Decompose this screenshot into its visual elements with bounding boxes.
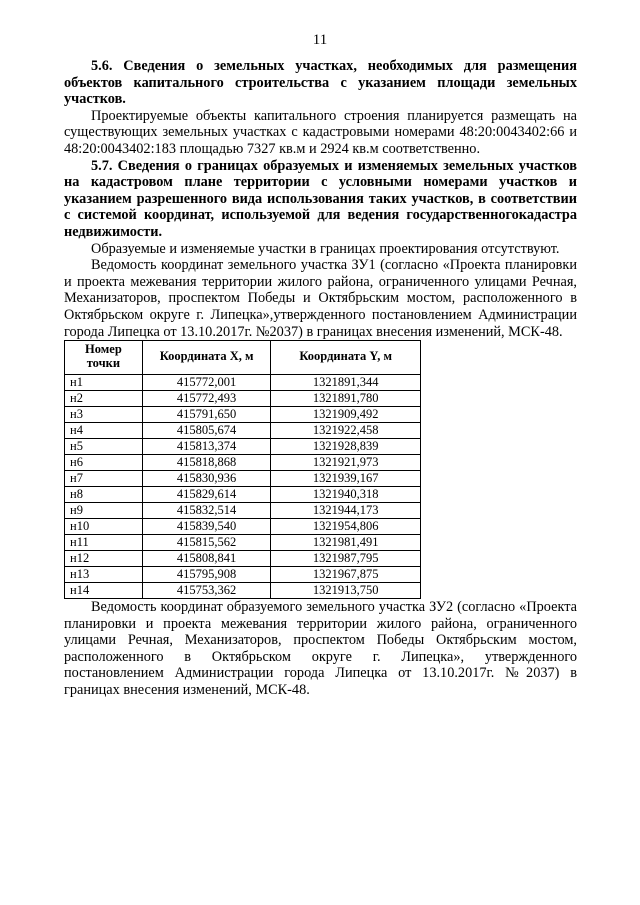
section-5-6-heading: 5.6. Сведения о земельных участках, необходимых для размещения объектов капитального строительства с указанием площади земельных участков. — [64, 58, 577, 108]
table-row — [65, 439, 421, 455]
cell-x: 415808,841 — [142, 551, 271, 567]
table-row — [65, 567, 421, 583]
cell-point: н12 — [65, 551, 143, 567]
page-number: 11 — [312, 32, 328, 48]
cell-point: н14 — [65, 583, 143, 599]
cell-point: н1 — [65, 375, 143, 391]
table-row — [65, 407, 421, 423]
header-x: Координата X, м — [142, 341, 271, 375]
header-point: Номер точки — [65, 341, 143, 375]
cell-y: 1321987,795 — [271, 551, 421, 567]
cell-x: 415839,540 — [142, 519, 271, 535]
cell-y: 1321909,492 — [271, 407, 421, 423]
cell-point: н7 — [65, 471, 143, 487]
cell-x: 415791,650 — [142, 407, 271, 423]
table-row — [65, 471, 421, 487]
cell-x: 415813,374 — [142, 439, 271, 455]
table-row — [65, 551, 421, 567]
table-row — [65, 487, 421, 503]
zu1-intro: Ведомость координат земельного участка ЗУ1 (согласно «Проекта планировки и проекта межевания территории жилого района, ограниченного улицами Речная, Механизаторов, проспектом Победы и Октябрьским мостом, расположенного в Октябрьском округе г. Липецка»,утвержденного постановлением Администрации города Липецка от 13.10.2017г. №2037) в границах внесения изменений, МСК-48. — [64, 257, 577, 340]
table-row — [65, 375, 421, 391]
cell-point: н6 — [65, 455, 143, 471]
cell-y: 1321913,750 — [271, 583, 421, 599]
cell-x: 415805,674 — [142, 423, 271, 439]
cell-point: н10 — [65, 519, 143, 535]
cell-y: 1321891,344 — [271, 375, 421, 391]
table-row — [65, 519, 421, 535]
table-row — [65, 423, 421, 439]
coordinates-table — [64, 340, 421, 599]
header-y: Координата Y, м — [271, 341, 421, 375]
cell-point: н5 — [65, 439, 143, 455]
cell-x: 415829,614 — [142, 487, 271, 503]
cell-x: 415795,908 — [142, 567, 271, 583]
cell-point: н3 — [65, 407, 143, 423]
cell-y: 1321921,973 — [271, 455, 421, 471]
cell-y: 1321891,780 — [271, 391, 421, 407]
cell-x: 415772,001 — [142, 375, 271, 391]
cell-point: н9 — [65, 503, 143, 519]
section-5-7-heading: 5.7. Сведения о границах образуемых и изменяемых земельных участков на кадастровом плане территории с условными номерами участков и указанием разрешенного вида использования таких участков, в соответствии с системой координат, используемой для ведения государственногокадастра недвижимости. — [64, 157, 577, 240]
cell-point: н11 — [65, 535, 143, 551]
table-row — [65, 455, 421, 471]
table-row — [65, 391, 421, 407]
cell-point: н8 — [65, 487, 143, 503]
cell-y: 1321928,839 — [271, 439, 421, 455]
section-5-6-body: Проектируемые объекты капитального строения планируется размещать на существующих земельных участках с кадастровыми номерами 48:20:0043402:66 и 48:20:0043402:183 площадью 7327 кв.м и 2924 кв.м соответственно. — [64, 107, 577, 157]
cell-y: 1321981,491 — [271, 535, 421, 551]
cell-x: 415753,362 — [142, 583, 271, 599]
cell-x: 415772,493 — [142, 391, 271, 407]
cell-point: н13 — [65, 567, 143, 583]
zu2-intro: Ведомость координат образуемого земельного участка ЗУ2 (согласно «Проекта планировки и проекта межевания территории жилого района, ограниченного улицами Речная, Механизаторов, проспектом Победы Октябрьским мостом, расположенного в Октябрьском округе г. Липецка», утвержденного постановлением Администрации города Липецка от 13.10.2017г. №2037) в границах внесения изменений, МСК-48. — [64, 599, 577, 699]
cell-point: н2 — [65, 391, 143, 407]
cell-y: 1321922,458 — [271, 423, 421, 439]
cell-x: 415815,562 — [142, 535, 271, 551]
table-row — [65, 503, 421, 519]
cell-x: 415818,868 — [142, 455, 271, 471]
table-body — [65, 375, 421, 599]
cell-y: 1321940,318 — [271, 487, 421, 503]
cell-y: 1321967,875 — [271, 567, 421, 583]
cell-y: 1321954,806 — [271, 519, 421, 535]
section-5-7-body: Образуемые и изменяемые участки в границах проектирования отсутствуют. — [91, 240, 560, 257]
cell-y: 1321939,167 — [271, 471, 421, 487]
cell-y: 1321944,173 — [271, 503, 421, 519]
document-body — [64, 58, 577, 699]
cell-x: 415832,514 — [142, 503, 271, 519]
cell-point: н4 — [65, 423, 143, 439]
table-header-row — [65, 341, 421, 375]
table-row — [65, 535, 421, 551]
cell-x: 415830,936 — [142, 471, 271, 487]
table-row — [65, 583, 421, 599]
